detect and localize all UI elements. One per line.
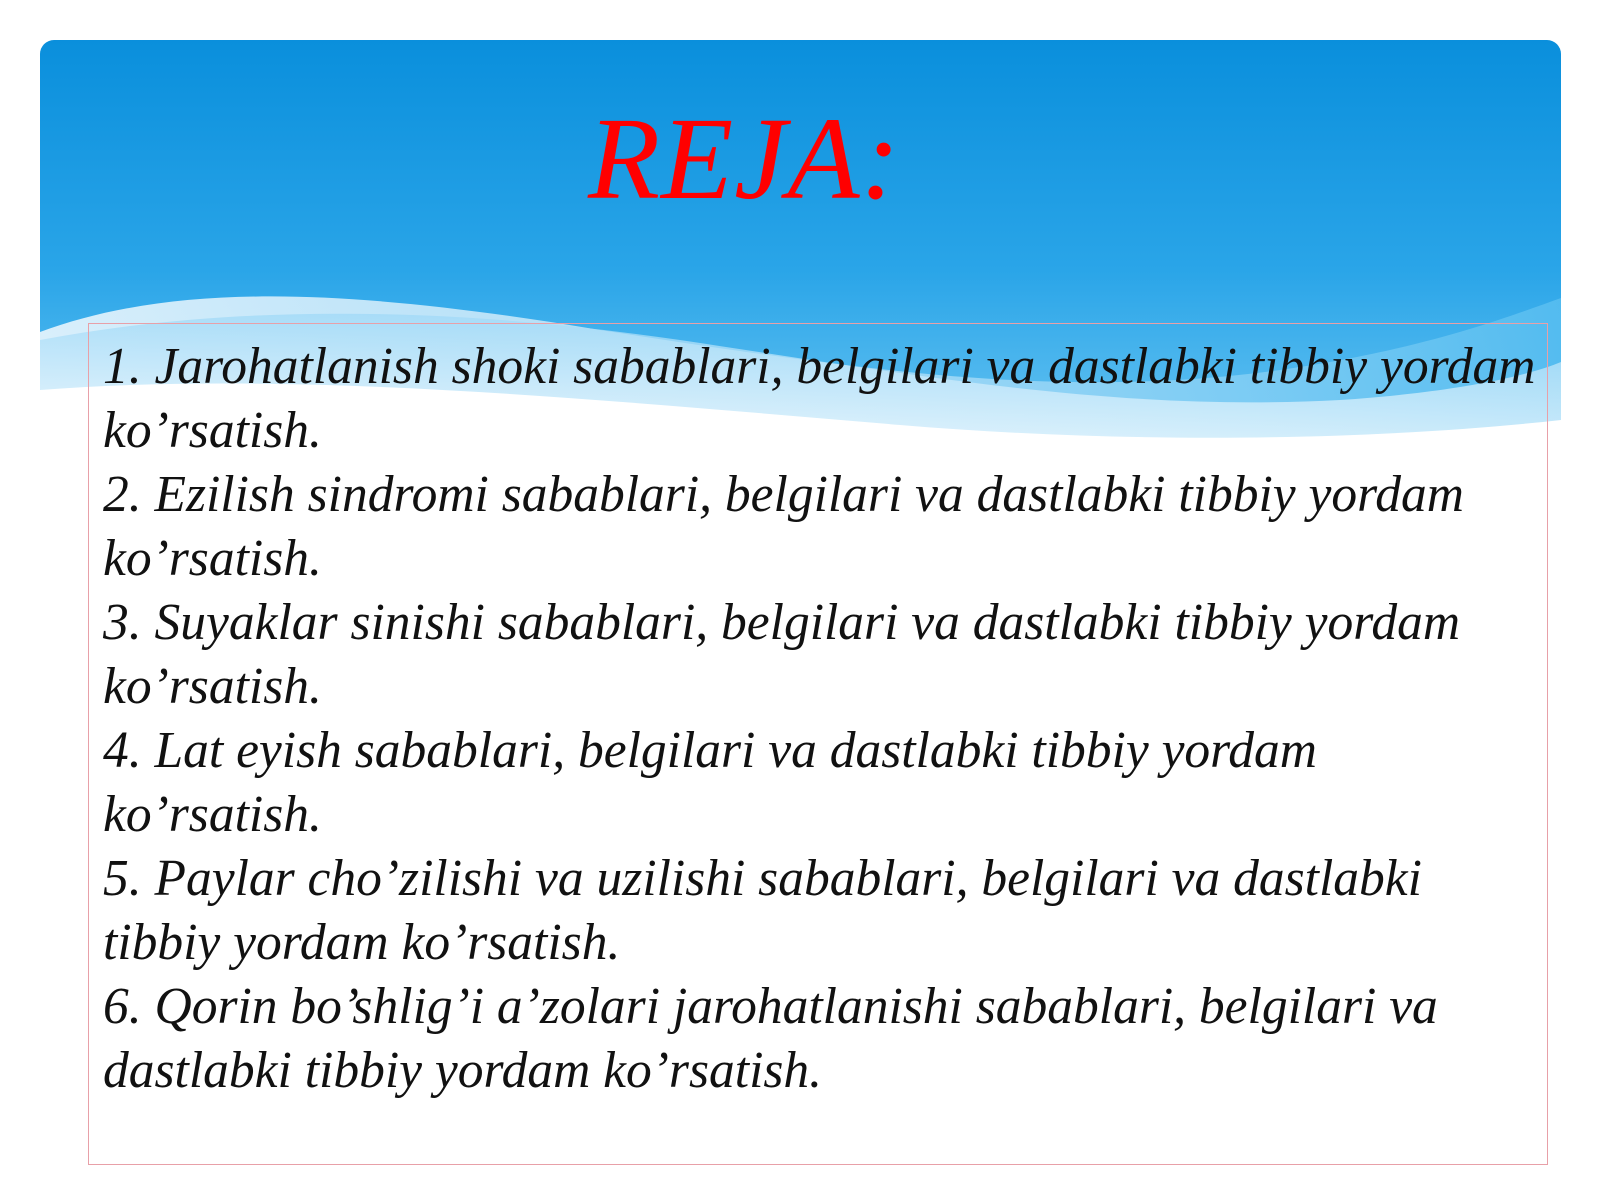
plan-list <box>103 335 1543 1103</box>
plan-item-2: 2. Ezilish sindromi sabablari, belgilari va dastlabki tibbiy yordam ko’rsatish. <box>103 466 1464 587</box>
plan-item-6: 6. Qorin bo’shlig’i a’zolari jarohatlanishi sabablari, belgilari va dastlabki tibbiy yordam ko’rsatish. <box>103 978 1438 1099</box>
plan-item-5: 5. Paylar cho’zilishi va uzilishi sabablari, belgilari va dastlabki tibbiy yordam ko’rsatish. <box>103 850 1422 971</box>
plan-item-3: 3. Suyaklar sinishi sabablari, belgilari va dastlabki tibbiy yordam ko’rsatish. <box>103 594 1461 715</box>
plan-item-1: 1. Jarohatlanish shoki sabablari, belgilari va dastlabki tibbiy yordam ko’rsatish. <box>103 338 1536 459</box>
plan-item-4: 4. Lat eyish sabablari, belgilari va dastlabki tibbiy yordam ko’rsatish. <box>103 722 1317 843</box>
slide-title: REJA: <box>588 93 901 224</box>
